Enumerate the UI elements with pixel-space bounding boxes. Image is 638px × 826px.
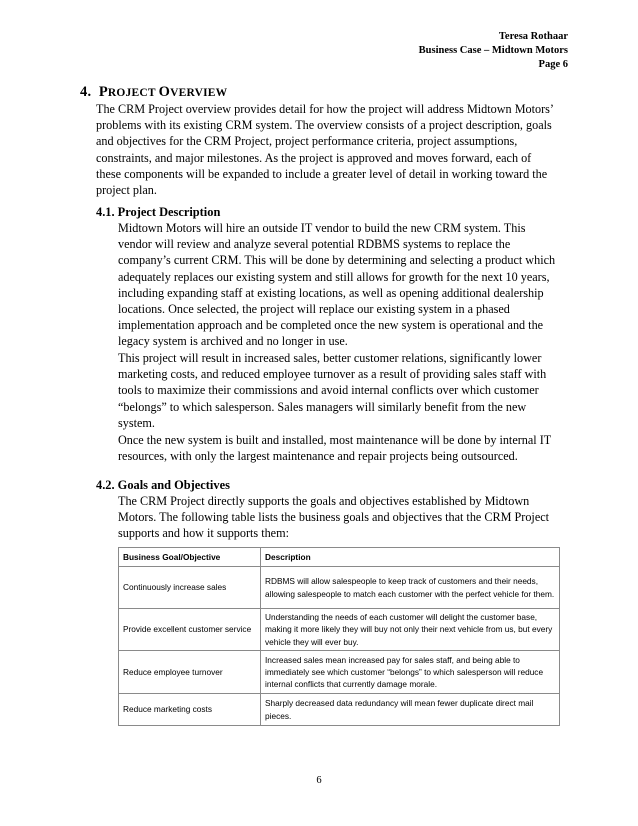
header-author: Teresa Rothaar <box>498 31 568 42</box>
table-header-goal: Business Goal/Objective <box>119 548 261 567</box>
header-page-label: Page 6 <box>538 59 568 70</box>
header-document-title: Business Case – Midtown Motors <box>418 45 568 56</box>
table-row <box>119 609 560 651</box>
goals-table <box>118 547 560 726</box>
page-number: 6 <box>316 775 322 786</box>
section-title <box>80 84 227 101</box>
table-row <box>119 567 560 609</box>
page-header <box>419 30 568 72</box>
project-description-paragraph-1: Midtown Motors will hire an outside IT vendor to build the new CRM system. This vendor will review and analyze several potential RDBMS systems to replace the company’s current CRM. This will be done by determining and selecting a product which adequately replaces our existing system and still allows for growth for the next 10 years, including expanding staff at existing locations, as well as opening additional dealership locations. Once selected, the project will replace our existing system in a phased implementation approach and be completed once the new system is operational and the legacy system is archived and no longer in use. <box>118 221 556 349</box>
table-cell-goal: Reduce marketing costs <box>119 694 261 726</box>
project-description-paragraph-3: Once the new system is built and installed, most maintenance will be done by internal IT resources, with only the largest maintenance and repair projects being outsourced. <box>118 433 552 464</box>
table-cell-description: Increased sales mean increased pay for sales staff, and being able to immediately see which customer “belongs” to which salesperson will reduce internal conflicts that currently damage morale. <box>261 651 560 694</box>
table-row <box>119 651 560 694</box>
project-description-paragraph-2: This project will result in increased sales, better customer relations, significantly lower marketing costs, and reduced employee turnover as a result of providing sales staff with tools to maximize their commissions and avoid internal conflicts over which customer “belongs” to which salesperson. Sales managers will similarly benefit from the new system. <box>118 351 547 430</box>
section-title-initial-1: P <box>98 84 108 100</box>
subsection-title-project-description: 4.1. Project Description <box>96 205 221 219</box>
section-title-rest-2: VERVIEW <box>170 87 228 99</box>
table-row <box>119 694 560 726</box>
subsection-title-goals: 4.2. Goals and Objectives <box>96 478 230 492</box>
table-header-row <box>119 548 560 567</box>
table-cell-goal: Provide excellent customer service <box>119 609 261 651</box>
table-cell-goal: Reduce employee turnover <box>119 651 261 694</box>
section-number: 4. <box>80 84 92 100</box>
table-cell-description: RDBMS will allow salespeople to keep track of customers and their needs, allowing salespeople to match each customer with the perfect vehicle for them. <box>261 567 560 609</box>
section-title-rest-1: ROJECT <box>107 87 159 99</box>
goals-paragraph: The CRM Project directly supports the goals and objectives established by Midtown Motors. The following table lists the business goals and objectives that the CRM Project supports and how it supports them: <box>118 494 550 541</box>
table-header-description: Description <box>261 548 560 567</box>
section-intro-paragraph: The CRM Project overview provides detail for how the project will address Midtown Motors’ problems with its existing CRM system. The overview consists of a project description, goals and objectives for the CRM Project, project performance criteria, project assumptions, constraints, and major milestones. As the project is approved and moves forward, each of these components will be expanded to include a greater level of detail in working toward the project plan. <box>96 102 554 198</box>
section-title-initial-2: O <box>158 84 171 100</box>
table-cell-goal: Continuously increase sales <box>119 567 261 609</box>
table-cell-description: Understanding the needs of each customer will delight the customer base, making it more likely they will buy not only their next vehicle from us, but every vehicle they will ever buy. <box>261 609 560 651</box>
table-cell-description: Sharply decreased data redundancy will mean fewer duplicate direct mail pieces. <box>261 694 560 726</box>
